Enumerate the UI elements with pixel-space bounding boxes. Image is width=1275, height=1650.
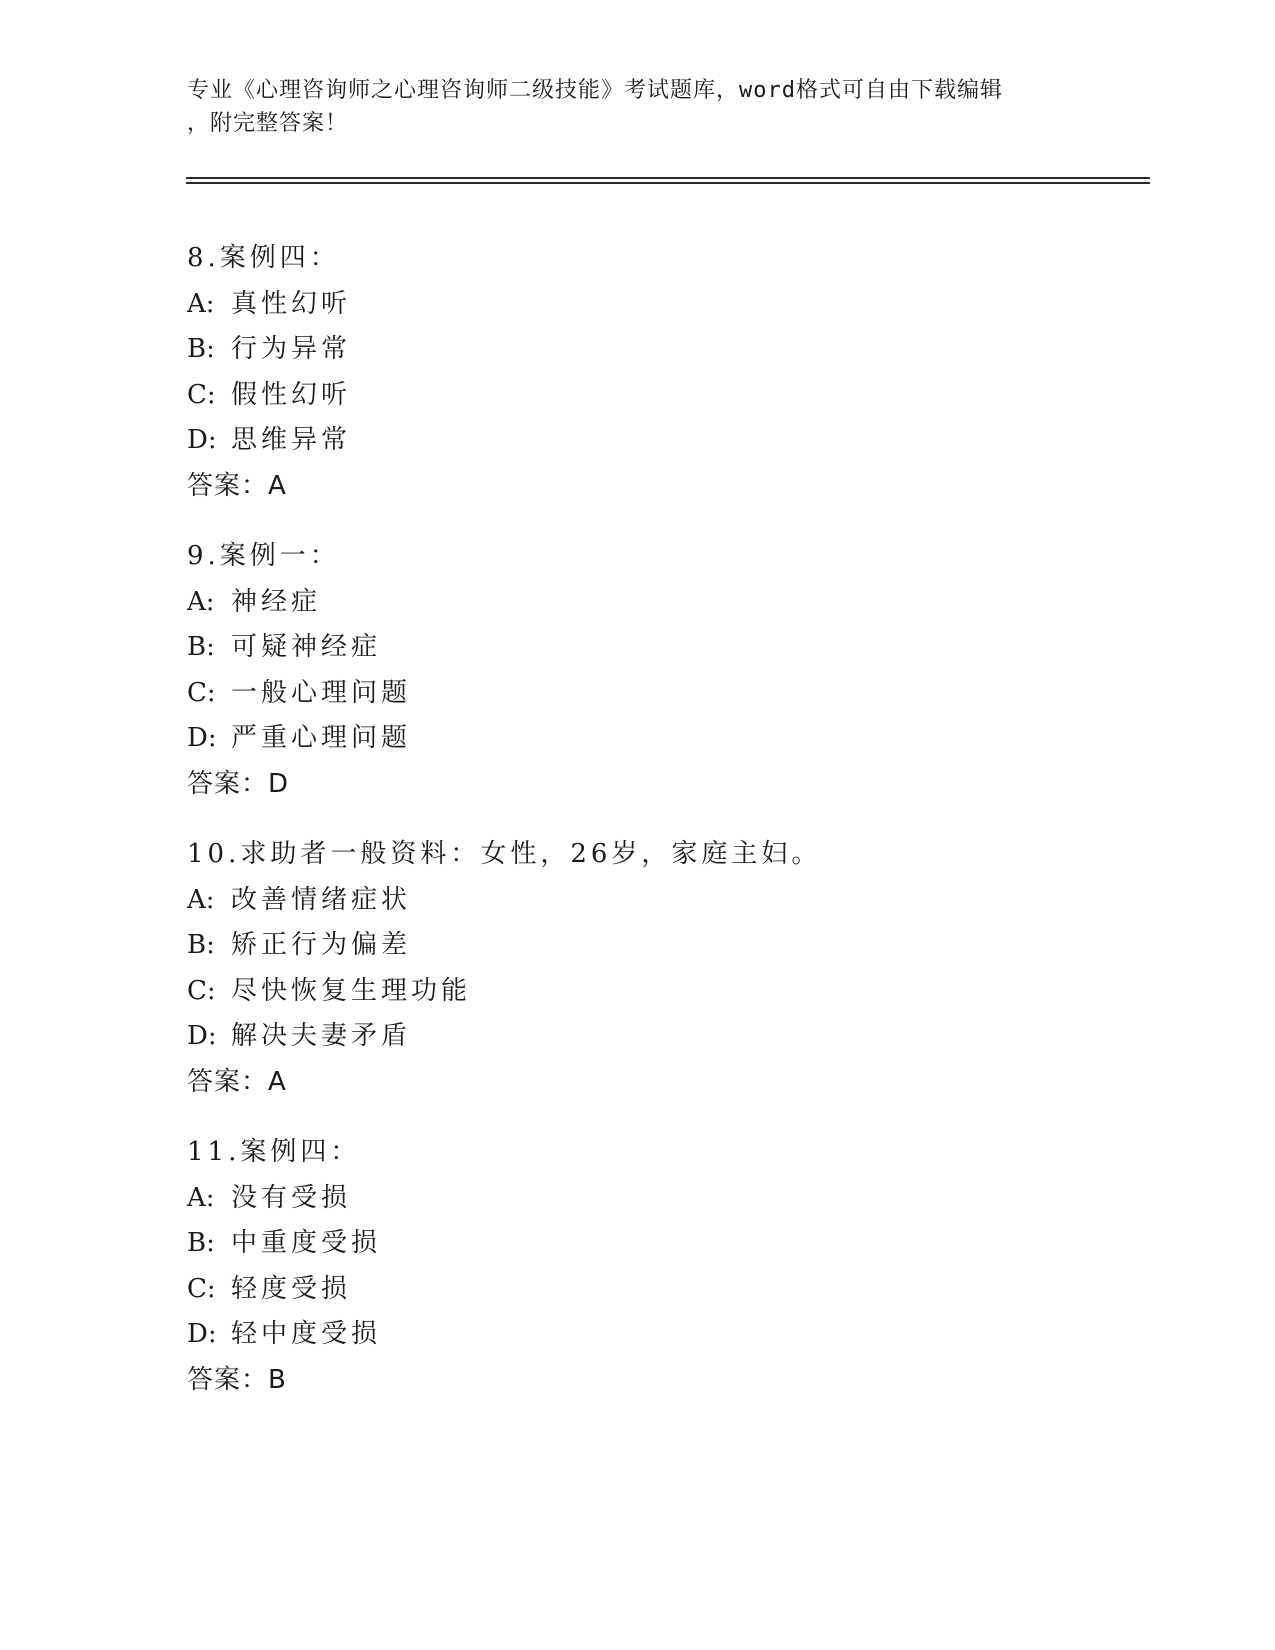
header-divider-bottom xyxy=(186,182,1150,184)
option-text: 行为异常 xyxy=(231,334,352,364)
option-b xyxy=(187,327,1187,373)
option-a xyxy=(187,282,1187,328)
question-title: 9.案例一： xyxy=(187,541,340,571)
option-letter: A: xyxy=(187,586,215,617)
option-text: 矫正行为偏差 xyxy=(231,930,412,960)
option-text: 解决夫妻矛盾 xyxy=(231,1021,412,1051)
question-10 xyxy=(187,832,1187,1105)
option-b xyxy=(187,923,1187,969)
option-letter: C: xyxy=(187,677,216,708)
option-letter: C: xyxy=(187,379,216,410)
option-letter: D: xyxy=(187,1319,217,1349)
option-letter: A: xyxy=(187,288,215,319)
question-title: 8.案例四： xyxy=(187,243,340,273)
document-header xyxy=(187,74,1087,140)
option-text: 思维异常 xyxy=(231,425,352,455)
option-text: 假性幻听 xyxy=(231,379,352,410)
option-a xyxy=(187,878,1187,924)
option-text: 严重心理问题 xyxy=(231,723,412,753)
option-d xyxy=(187,1312,1187,1358)
option-text: 一般心理问题 xyxy=(231,677,412,708)
option-letter: B: xyxy=(187,1228,215,1258)
question-8 xyxy=(187,236,1187,509)
option-text: 可疑神经症 xyxy=(231,632,382,662)
option-letter: D: xyxy=(187,425,217,455)
header-line-2: ，附完整答案！ xyxy=(187,111,349,136)
question-title: 11.案例四： xyxy=(187,1137,361,1167)
option-text: 轻中度受损 xyxy=(231,1319,382,1349)
option-text: 改善情绪症状 xyxy=(231,884,412,915)
option-d xyxy=(187,1014,1187,1060)
option-d xyxy=(187,716,1187,762)
option-c xyxy=(187,373,1187,419)
option-c xyxy=(187,969,1187,1015)
option-text: 尽快恢复生理功能 xyxy=(231,975,472,1006)
option-b xyxy=(187,625,1187,671)
option-c xyxy=(187,671,1187,717)
header-line-1: 专业《心理咨询师之心理咨询师二级技能》考试题库，word格式可自由下载编辑 xyxy=(187,78,1003,103)
option-text: 轻度受损 xyxy=(231,1273,352,1304)
option-letter: D: xyxy=(187,1021,217,1051)
option-c xyxy=(187,1267,1187,1313)
option-letter: A: xyxy=(187,1182,215,1213)
option-text: 神经症 xyxy=(231,586,322,617)
option-d xyxy=(187,418,1187,464)
option-letter: B: xyxy=(187,334,215,364)
option-letter: B: xyxy=(187,632,215,662)
option-letter: A: xyxy=(187,884,215,915)
option-a xyxy=(187,580,1187,626)
question-11 xyxy=(187,1130,1187,1403)
answer-line: 答案：D xyxy=(187,768,290,799)
option-b xyxy=(187,1221,1187,1267)
option-letter: C: xyxy=(187,975,216,1006)
answer-line: 答案：A xyxy=(187,470,287,501)
answer-line: 答案：B xyxy=(187,1364,287,1395)
header-divider-top xyxy=(186,177,1150,179)
option-letter: D: xyxy=(187,723,217,753)
question-list xyxy=(187,236,1187,1403)
question-9 xyxy=(187,534,1187,807)
answer-line: 答案：A xyxy=(187,1066,287,1097)
option-letter: C: xyxy=(187,1273,216,1304)
option-text: 没有受损 xyxy=(231,1182,352,1213)
option-text: 真性幻听 xyxy=(231,288,352,319)
question-title: 10.求助者一般资料：女性，26岁，家庭主妇。 xyxy=(187,839,822,869)
option-letter: B: xyxy=(187,930,215,960)
option-a xyxy=(187,1176,1187,1222)
option-text: 中重度受损 xyxy=(231,1228,382,1258)
